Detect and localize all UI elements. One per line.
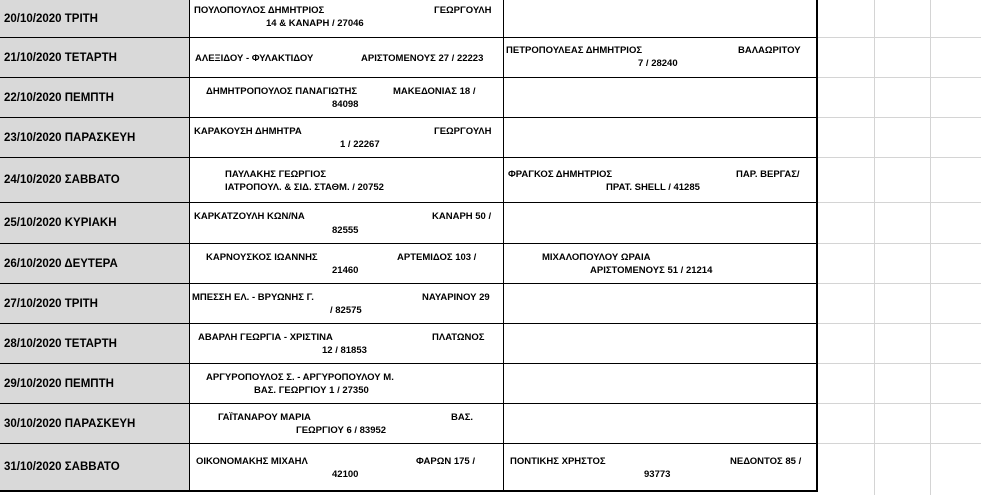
- pharmacy-cell[interactable]: [504, 284, 818, 324]
- pharmacy-cell[interactable]: [504, 244, 818, 284]
- pharmacy-address-cont: 12 / 81853: [322, 345, 367, 356]
- date-label: 21/10/2020 ΤΕΤΑΡΤΗ: [4, 51, 117, 64]
- pharmacy-cell[interactable]: [190, 284, 504, 324]
- pharmacy-address-cont: ΠΡΑΤ. SHELL / 41285: [606, 182, 700, 193]
- pharmacy-cell[interactable]: [190, 118, 504, 158]
- pharmacy-cell[interactable]: [190, 324, 504, 364]
- pharmacy-address-cont: 21460: [332, 265, 359, 276]
- pharmacy-address: ΑΡΙΣΤΟΜΕΝΟΥΣ 27 / 22223: [361, 53, 484, 64]
- pharmacy-address-cont: ΒΑΣ. ΓΕΩΡΓΙΟΥ 1 / 27350: [254, 385, 369, 396]
- table-row: [0, 364, 818, 404]
- pharmacy-name: ΟΙΚΟΝΟΜΑΚΗΣ ΜΙΧΑΗΛ: [196, 456, 308, 467]
- pharmacy-address: ΝΑΥΑΡΙΝΟΥ 29: [422, 292, 490, 303]
- pharmacy-cell[interactable]: [190, 203, 504, 244]
- pharmacy-address: ΠΑΡ. ΒΕΡΓΑΣ/: [736, 169, 800, 180]
- pharmacy-cell[interactable]: [190, 0, 504, 38]
- pharmacy-address-cont: 1 / 22267: [340, 139, 380, 150]
- table-row: [0, 244, 818, 284]
- table-row: [0, 324, 818, 364]
- pharmacy-name: ΑΛΕΞΙΔΟΥ - ΦΥΛΑΚΤΙΔΟΥ: [195, 53, 314, 64]
- pharmacy-address: ΜΑΚΕΔΟΝΙΑΣ 18 /: [393, 86, 476, 97]
- pharmacy-address-cont: 42100: [332, 469, 359, 480]
- pharmacy-address: ΒΑΣ.: [451, 412, 474, 423]
- pharmacy-name: ΚΑΡΚΑΤΖΟΥΛΗ ΚΩΝ/ΝΑ: [194, 211, 305, 222]
- pharmacy-address: ΝΕΔΟΝΤΟΣ 85 /: [730, 456, 802, 467]
- date-label: 27/10/2020 ΤΡΙΤΗ: [4, 297, 98, 310]
- pharmacy-name: ΦΡΑΓΚΟΣ ΔΗΜΗΤΡΙΟΣ: [508, 169, 613, 180]
- table-row: [0, 158, 818, 203]
- pharmacy-address: ΓΕΩΡΓΟΥΛΗ: [434, 5, 492, 16]
- pharmacy-cell[interactable]: [504, 78, 818, 118]
- pharmacy-name: ΜΠΕΣΣΗ ΕΛ. - ΒΡΥΩΝΗΣ Γ.: [192, 292, 314, 303]
- pharmacy-name: ΠΕΤΡΟΠΟΥΛΕΑΣ ΔΗΜΗΤΡΙΟΣ: [506, 45, 643, 56]
- pharmacy-address-cont: 14 & ΚΑΝΑΡΗ / 27046: [266, 18, 364, 29]
- date-label: 26/10/2020 ΔΕΥΤΕΡΑ: [4, 257, 118, 270]
- date-label: 23/10/2020 ΠΑΡΑΣΚΕΥΗ: [4, 131, 136, 144]
- date-cell[interactable]: [0, 203, 190, 244]
- gridline: [818, 157, 981, 158]
- pharmacy-address-cont: ΑΡΙΣΤΟΜΕΝΟΥΣ 51 / 21214: [590, 265, 713, 276]
- pharmacy-cell[interactable]: [190, 364, 504, 404]
- pharmacy-cell[interactable]: [504, 404, 818, 444]
- date-cell[interactable]: [0, 118, 190, 158]
- pharmacy-cell[interactable]: [190, 404, 504, 444]
- pharmacy-address: ΦΑΡΩΝ 175 /: [416, 456, 475, 467]
- gridline: [874, 0, 875, 495]
- pharmacy-name: ΑΒΑΡΛΗ ΓΕΩΡΓΙΑ - ΧΡΙΣΤΙΝΑ: [198, 332, 333, 343]
- pharmacy-cell[interactable]: [504, 158, 818, 203]
- pharmacy-cell[interactable]: [190, 444, 504, 492]
- date-label: 25/10/2020 ΚΥΡΙΑΚΗ: [4, 217, 117, 229]
- table-row: [0, 284, 818, 324]
- pharmacy-name: ΠΟΥΛΟΠΟΥΛΟΣ ΔΗΜΗΤΡΙΟΣ: [194, 5, 325, 16]
- gridline: [818, 323, 981, 324]
- date-cell[interactable]: [0, 444, 190, 492]
- pharmacy-name: ΓΑΪΤΑΝΑΡΟΥ ΜΑΡΙΑ: [218, 412, 311, 423]
- gridline: [818, 243, 981, 244]
- date-label: 24/10/2020 ΣΑΒΒΑΤΟ: [4, 174, 120, 186]
- pharmacy-cell[interactable]: [190, 78, 504, 118]
- gridline: [818, 403, 981, 404]
- pharmacy-address: ΠΛΑΤΩΝΟΣ: [432, 332, 485, 343]
- pharmacy-cell[interactable]: [504, 444, 818, 492]
- table-row: [0, 444, 818, 492]
- date-cell[interactable]: [0, 324, 190, 364]
- pharmacy-address-cont: 7 / 28240: [638, 58, 678, 69]
- date-label: 29/10/2020 ΠΕΜΠΤΗ: [4, 377, 114, 390]
- pharmacy-address-cont: 84098: [332, 99, 359, 110]
- date-label: 28/10/2020 ΤΕΤΑΡΤΗ: [4, 337, 117, 350]
- pharmacy-address-cont: ΓΕΩΡΓΙΟΥ 6 / 83952: [296, 425, 387, 436]
- gridline: [818, 37, 981, 38]
- gridline: [818, 117, 981, 118]
- date-cell[interactable]: [0, 0, 190, 38]
- date-cell[interactable]: [0, 158, 190, 203]
- pharmacy-cell[interactable]: [504, 118, 818, 158]
- pharmacy-address: ΑΡΤΕΜΙΔΟΣ 103 /: [397, 252, 477, 263]
- table-row: [0, 118, 818, 158]
- gridline: [818, 77, 981, 78]
- pharmacy-name: ΚΑΡΑΚΟΥΣΗ ΔΗΜΗΤΡΑ: [194, 126, 302, 137]
- pharmacy-address: ΒΑΛΑΩΡΙΤΟΥ: [738, 45, 801, 56]
- pharmacy-cell[interactable]: [504, 38, 818, 78]
- date-cell[interactable]: [0, 244, 190, 284]
- date-cell[interactable]: [0, 404, 190, 444]
- table-row: [0, 38, 818, 78]
- pharmacy-address-cont: 82555: [332, 225, 359, 236]
- pharmacy-cell[interactable]: [190, 244, 504, 284]
- gridline: [818, 283, 981, 284]
- pharmacy-name: ΜΙΧΑΛΟΠΟΥΛΟΥ ΩΡΑΙΑ: [542, 252, 651, 263]
- gridline: [818, 363, 981, 364]
- date-cell[interactable]: [0, 364, 190, 404]
- pharmacy-name: ΚΑΡΝΟΥΣΚΟΣ ΙΩΑΝΝΗΣ: [206, 252, 318, 263]
- pharmacy-address-cont: ΙΑΤΡΟΠΟΥΛ. & ΣΙΔ. ΣΤΑΘΜ. / 20752: [225, 182, 384, 193]
- gridline: [930, 0, 931, 495]
- pharmacy-name: ΠΟΝΤΙΚΗΣ ΧΡΗΣΤΟΣ: [510, 456, 606, 467]
- pharmacy-cell[interactable]: [504, 324, 818, 364]
- table-row: [0, 404, 818, 444]
- pharmacy-name: ΠΑΥΛΑΚΗΣ ΓΕΩΡΓΙΟΣ: [225, 169, 327, 180]
- pharmacy-cell[interactable]: [190, 158, 504, 203]
- date-label: 22/10/2020 ΠΕΜΠΤΗ: [4, 91, 114, 104]
- pharmacy-cell[interactable]: [190, 38, 504, 78]
- table-row: [0, 0, 818, 38]
- pharmacy-name: ΔΗΜΗΤΡΟΠΟΥΛΟΣ ΠΑΝΑΓΙΩΤΗΣ: [206, 86, 358, 97]
- pharmacy-address: ΚΑΝΑΡΗ 50 /: [432, 211, 492, 222]
- date-label: 31/10/2020 ΣΑΒΒΑΤΟ: [4, 461, 120, 473]
- pharmacy-cell[interactable]: [504, 0, 818, 38]
- pharmacy-cell[interactable]: [504, 364, 818, 404]
- date-cell[interactable]: [0, 284, 190, 324]
- pharmacy-address-cont: 93773: [644, 469, 671, 480]
- date-label: 20/10/2020 ΤΡΙΤΗ: [4, 12, 98, 25]
- date-cell[interactable]: [0, 78, 190, 118]
- pharmacy-name: ΑΡΓΥΡΟΠΟΥΛΟΣ Σ. - ΑΡΓΥΡΟΠΟΥΛΟΥ Μ.: [206, 372, 394, 383]
- table-row: [0, 203, 818, 244]
- pharmacy-address: ΓΕΩΡΓΟΥΛΗ: [434, 126, 492, 137]
- gridline: [818, 202, 981, 203]
- pharmacy-cell[interactable]: [504, 203, 818, 244]
- date-label: 30/10/2020 ΠΑΡΑΣΚΕΥΗ: [4, 417, 136, 430]
- gridline: [818, 443, 981, 444]
- table-row: [0, 78, 818, 118]
- date-cell[interactable]: [0, 38, 190, 78]
- pharmacy-address-cont: / 82575: [330, 305, 362, 316]
